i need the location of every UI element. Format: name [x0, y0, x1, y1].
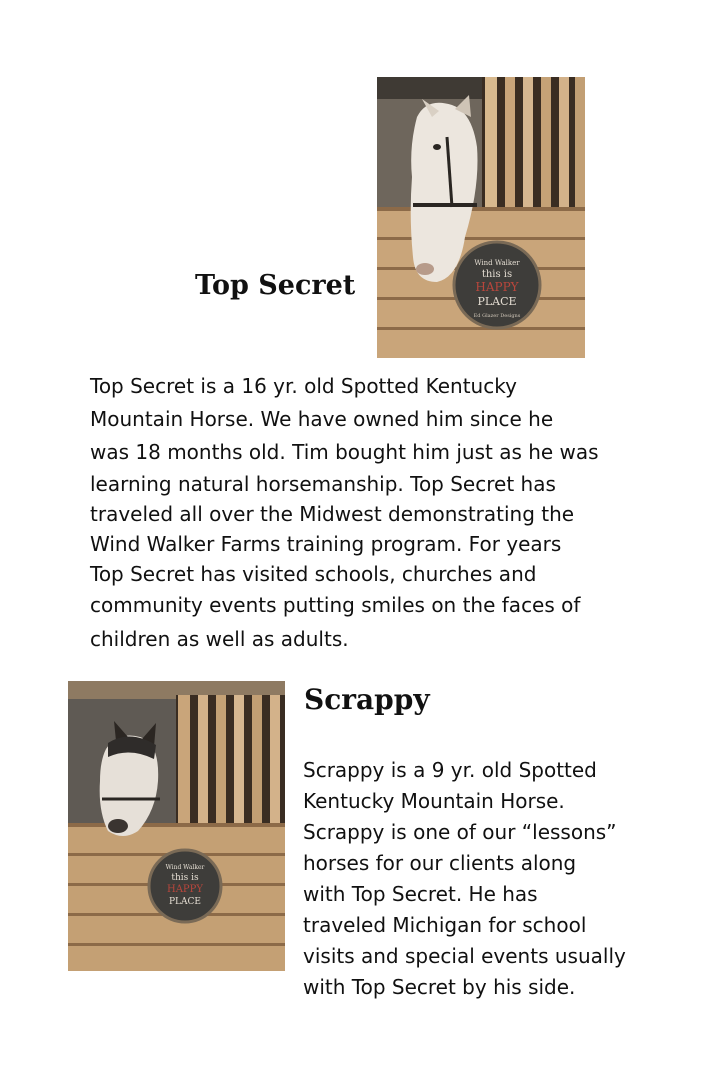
description-line: with Top Secret. He has: [303, 882, 538, 906]
description-line: learning natural horsemanship. Top Secret has: [90, 472, 556, 496]
description-line: Wind Walker Farms training program. For years: [90, 532, 562, 556]
section-title-scrappy: Scrappy: [304, 683, 430, 716]
sign-text-place: PLACE: [477, 295, 517, 308]
sign-text-this-is: this is: [171, 873, 199, 883]
sign-text-maker: Ed Glazer Designs: [473, 313, 521, 319]
description-line: visits and special events usually: [303, 944, 626, 968]
horse-in-stall-image: [377, 77, 585, 358]
scrappy-photo: [68, 681, 285, 971]
description-line: community events putting smiles on the faces of: [90, 593, 581, 617]
sign-text-this-is: this is: [481, 269, 513, 280]
description-line: Mountain Horse. We have owned him since he: [90, 407, 554, 431]
scrappy-description: [303, 755, 626, 1003]
description-line: Kentucky Mountain Horse.: [303, 789, 565, 813]
description-line: traveled Michigan for school: [303, 913, 587, 937]
description-line: with Top Secret by his side.: [303, 975, 576, 999]
description-line: traveled all over the Midwest demonstrating the: [90, 502, 575, 526]
sign-text-top: Wind Walker: [165, 864, 205, 871]
sign-text-happy: HAPPY: [166, 884, 204, 895]
top-secret-description: [90, 370, 599, 657]
description-line: was 18 months old. Tim bought him just as he was: [90, 440, 599, 464]
top-secret-photo: [377, 77, 585, 358]
description-line: Scrappy is a 9 yr. old Spotted: [303, 758, 597, 782]
description-line: Top Secret has visited schools, churches and: [90, 562, 537, 586]
sign-text-place: PLACE: [169, 897, 201, 907]
description-line: children as well as adults.: [90, 627, 349, 651]
sign-text-happy: HAPPY: [475, 280, 519, 294]
description-line: Scrappy is one of our “lessons”: [303, 820, 617, 844]
horse-in-stall-image: [68, 681, 285, 971]
description-line: Top Secret is a 16 yr. old Spotted Kentucky: [90, 374, 517, 398]
description-line: horses for our clients along: [303, 851, 577, 875]
sign-text-top: Wind Walker: [474, 259, 520, 267]
section-title-top-secret: Top Secret: [195, 270, 356, 301]
